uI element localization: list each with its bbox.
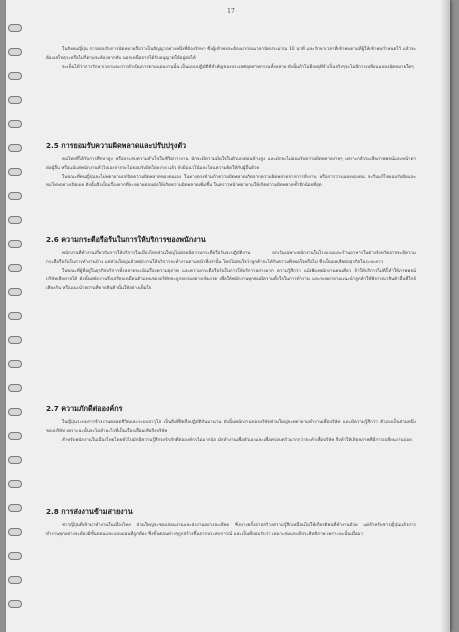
binder-ring (8, 192, 22, 200)
binder-ring (8, 456, 22, 464)
section-body (46, 156, 416, 191)
paragraph: ชาวญี่ปุ่นที่เข้ามาทำงานในเมืองไทย ส่วนใหญ่จะชอบสอนงานและส่งงานอย่างละเอียด ซึ่งบางครั้งอาจสร้างความรู้สึกเหมือนไม่ให้เกียรติคนที่ทำงานด้วย แต่สำหรับชาวญี่ปุ่นแล้วการทำงานทุกอย่างจะต้องมีขั้นตอนและแบบแผนที่ถูกต้อง ซึ่งขั้นตอนต่างๆถูกสร้างขึ้นจากประสบการณ์ และเป็นที่ยอมรับว่า เหมาะสมและมีประสิทธิภาพ เพราะฉะนั้นเมื่อมา (46, 523, 416, 537)
binder-ring (8, 48, 22, 56)
binder-ring (8, 360, 22, 368)
paragraph: คนไทยที่ได้รับการศึกษาสูง หรือประสบความสำเร็จในชีวิตการงาน มักจะมีความมั่นใจในตัวเองค่อนข้างสูง และมักจะไม่ยอมรับความผิดพลาดง่ายๆ เพราะกลัวจะเสียภาพพจน์และหน้าตาต่อผู้อื่น หรือแม้แต่พนักงานทั่วไปเองจากจะไม่ยอมรับผิดโดยง่าย แล้ว ยังมีแนวโน้มจะโยนความผิดให้กับผู้อื่นด้วย (46, 157, 416, 171)
binder-ring (8, 240, 22, 248)
section-heading: 2.5 การยอมรับความผิดพลาดและปรับปรุงตัว (46, 141, 187, 150)
binder-ring (8, 504, 22, 512)
paragraph: จะเห็นได้ว่าการรักษาเวลาและการดำเนินการตามแผนงานนั้น เป็นแบบปฏิบัติที่สำคัญของประเทศอุตสาหกรรมทั้งหลาย ดังนั้นถ้าไม่มีเหตุที่จำเป็นจริงๆจะไม่มีการเปลี่ยนแปลงนัดหมายใดๆ (62, 64, 414, 70)
binder-ring (8, 552, 22, 560)
paragraph: สำหรับพนักงานในเมืองไทยโดยทั่วไปมักมีความรู้สึกจงรักภักดีต่อองค์กรไม่มากนัก มักทำงานเพื่อตัวเองและเพื่อครอบครัวมากกว่าจะทำเพื่อบริษัท จึงทำให้เกิดสภาพที่มีการเปลี่ยนงานบ่อย (62, 437, 412, 443)
binder-ring (8, 528, 22, 536)
binder-ring (8, 120, 22, 128)
paragraph: ในขณะที่ผู้ที่อยู่ในธุรกิจบริการทั้งหลายจะเน้นเรื่องความสุภาพ และความกระตือรือร้นในการให้บริการอย่างมาก ความรู้สึกว่า แม้เพียงพนักงานคนเดียว ถ้าให้บริการไม่ดีก็ทำให้ภาพพจน์บริษัทเสียหายได้ ดังนั้นพนักงานจึงเปรียบเหมือนตัวแทนของบริษัทจะถูกอบรมอย่างเข้มงวด เพื่อให้พนักงานทุกคนมีความตั้งใจในการทำงาน และจะพยายามแนะนำลูกค้าให้พิจารณาสินค้าอื่นที่ใกล้เคียงกัน หรือแนะนำสถานที่ขายสินค้านั้นให้อย่างเต็มใจ (46, 268, 416, 292)
binder-ring (8, 432, 22, 440)
paragraph: ในญี่ปุ่นระบบการจ้างงานตลอดชีวิตและระบบอาวุโส เป็นสิ่งที่ยึดถือปฏิบัติกันมานาน ดังนั้นพนักงานของบริษัทส่วนใหญ่จะพยายามทำงานเพื่อบริษัท และมีความรู้สึกว่า ตัวเองเป็นส่วนหนึ่งของบริษัท เพราะฉะนั้นจะไม่ทำอะไรที่เป็นเรื่องเสื่อมเสียถึงบริษัท (46, 420, 416, 434)
section-body (46, 250, 416, 294)
binder-ring (8, 312, 22, 320)
binder-ring (8, 336, 22, 344)
paragraph: พนักงานที่ทำงานเกี่ยวกับการให้บริการในเมืองไทยส่วนใหญ่ไม่ค่อยมีความกระตือรือร้นจะปฏิบัติงาน ยกเว้นเฉพาะพนักงานในโรงแรมและร้านอาหารในต่างจังหวัดอาจจะมีความกระตือรือร้นในการทำงานบ้าง แต่ส่วนใหญ่แล้วพนักงานให้บริการจะทำงานตามหน้าที่เท่านั้น โดยไม่สนใจว่าลูกค้าจะได้รับความพึงพอใจหรือไม่ ซึ่งเป็นผลเสียต่อธุรกิจในระยะยาว (46, 251, 416, 265)
section-heading: 2.6 ความกระตือรือร้นในการให้บริการของพนักงาน (46, 235, 206, 244)
section-heading: 2.7 ความภักดีต่อองค์กร (46, 404, 123, 413)
page-edge-shadow (440, 0, 450, 632)
binder-ring (8, 576, 22, 584)
binder-ring (8, 216, 22, 224)
binder-ring (8, 384, 22, 392)
binder-ring (8, 96, 22, 104)
section-body (46, 419, 416, 445)
binder-ring (8, 24, 22, 32)
binder-ring (8, 168, 22, 176)
page-number: 17 (227, 8, 235, 15)
binder-ring (8, 72, 22, 80)
binder-rings (6, 0, 26, 632)
binder-ring (8, 288, 22, 296)
paragraph: ในสังคมญี่ปุ่น การตอบรับการนัดหมายถือว่าเป็นสัญญาอย่างหนึ่งที่ต้องรักษา ซึ่งผู้เข้าพบจะต้องมาก่อนเวลานัดประมาณ 10 นาที และรักษาเวลาที่เข้าพบตามที่ผู้ให้เข้าพบกำหนดไว้ แล้วจะต้องเสร็จธุระหรือไม่กี่ตามจะต้องลากลับ นอกเหนือจากได้รับอนุญาตให้อยู่ต่อได้ (46, 47, 416, 61)
binder-ring (8, 144, 22, 152)
paragraph: ในขณะที่คนญี่ปุ่นจะไม่พยายามปกปิดความผิดพลาดของตนเอง ในทางตรงข้ามถ้าความผิดพลาดเกิดจากความผิดพลาดจากการสั่งงาน หรือการวางแผนของตน จะรีบแก้ไขยอมรับผิดและขอโทษอย่างเปิดเผย ดังนั้นจึงเป็นเรื่องยากที่จะขยายตอนต่อให้เกิดความผิดพลาดเพิ่มขึ้น ในคราวหน้าพยายามให้เกิดความผิดพลาดซ้ำอีกน้อยที่สุด (46, 174, 416, 189)
binder-ring (8, 600, 22, 608)
document-page (6, 0, 450, 632)
section-heading: 2.8 การส่งงานข้ามสายงาน (46, 507, 133, 516)
section-body (46, 522, 416, 540)
binder-ring (8, 408, 22, 416)
intro-section (46, 46, 416, 72)
binder-ring (8, 480, 22, 488)
binder-ring (8, 264, 22, 272)
